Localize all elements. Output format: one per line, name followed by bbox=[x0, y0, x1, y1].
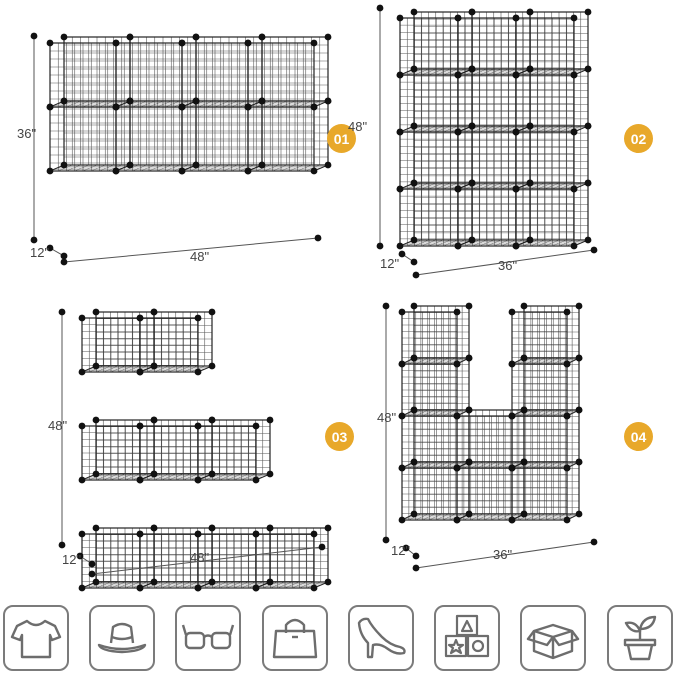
config-04 bbox=[340, 290, 679, 590]
depth-dimension: 12" bbox=[62, 552, 82, 567]
height-dimension: 48" bbox=[348, 119, 368, 134]
depth-dimension: 12" bbox=[30, 245, 50, 260]
cube-grid-4x2 bbox=[0, 0, 340, 290]
height-dimension: 48" bbox=[377, 410, 397, 425]
tshirt-icon bbox=[3, 605, 69, 671]
glasses-icon bbox=[175, 605, 241, 671]
plant-pot-icon bbox=[607, 605, 673, 671]
high-heel-icon bbox=[348, 605, 414, 671]
config-badge: 01 bbox=[327, 124, 356, 153]
box-icon bbox=[520, 605, 586, 671]
width-dimension: 48" bbox=[190, 550, 210, 565]
height-dimension: 36" bbox=[17, 126, 37, 141]
toy-blocks-icon bbox=[434, 605, 500, 671]
config-01 bbox=[0, 0, 350, 290]
handbag-icon bbox=[262, 605, 328, 671]
config-badge: 03 bbox=[325, 422, 354, 451]
depth-dimension: 12" bbox=[391, 543, 411, 558]
cube-staircase bbox=[0, 290, 340, 590]
width-dimension: 36" bbox=[498, 258, 518, 273]
hat-icon bbox=[89, 605, 155, 671]
config-03 bbox=[0, 290, 348, 590]
height-dimension: 48" bbox=[48, 418, 68, 433]
config-badge: 02 bbox=[624, 124, 653, 153]
config-02 bbox=[340, 0, 679, 290]
depth-dimension: 12" bbox=[380, 256, 400, 271]
width-dimension: 36" bbox=[493, 547, 513, 562]
width-dimension: 48" bbox=[190, 249, 210, 264]
use-icons-row bbox=[0, 600, 679, 680]
config-badge: 04 bbox=[624, 422, 653, 451]
